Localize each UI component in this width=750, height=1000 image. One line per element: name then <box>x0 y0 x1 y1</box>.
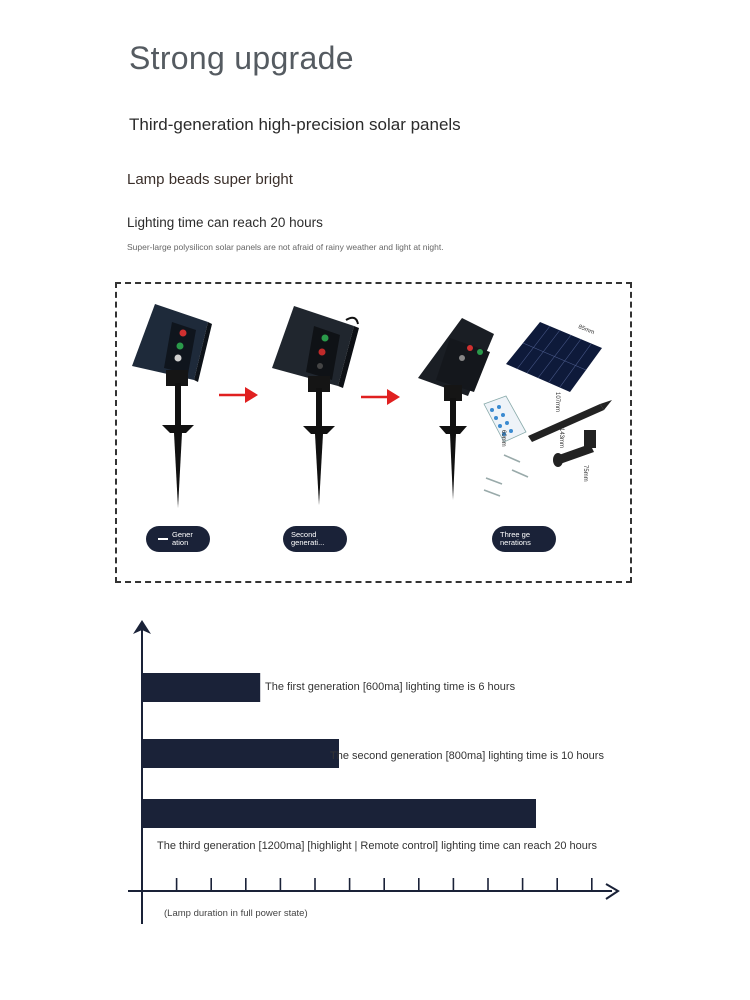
feature-brightness: Lamp beads super bright <box>127 171 293 188</box>
bars-layer <box>142 673 604 852</box>
dimension-label: 85mm <box>577 324 595 337</box>
bar-annotation-gen1: The first generation [600ma] lighting time is 6 hours <box>265 681 516 693</box>
bar-gen1 <box>142 673 260 702</box>
bar-annotation-gen2: The second generation [800ma] lighting time is 10 hours <box>330 750 604 762</box>
page-title: Strong upgrade <box>129 40 354 76</box>
dimension-label: 75mm <box>582 465 588 482</box>
axes <box>128 620 618 924</box>
feature-note: Super-large polysilicon solar panels are not afraid of rainy weather and light at night. <box>127 242 444 252</box>
bar-gen3 <box>142 799 536 828</box>
gen2-badge: Second generati... <box>283 526 347 552</box>
gen1-badge: Gener ation <box>146 526 210 552</box>
dimension-label: 60mm <box>500 430 506 447</box>
page-subtitle: Third-generation high-precision solar panels <box>129 115 461 134</box>
dimension-label: 107mm <box>554 392 560 413</box>
gen3-badge: Three ge nerations <box>492 526 556 552</box>
x-axis-label: (Lamp duration in full power state) <box>164 908 308 919</box>
bar-gen2 <box>142 739 339 768</box>
bar-annotation-gen3: The third generation [1200ma] [highlight | Remote control] lighting time can reach 20 hours <box>157 840 598 852</box>
dimension-label: 143mm <box>558 428 564 449</box>
feature-lighting-time: Lighting time can reach 20 hours <box>127 215 323 230</box>
